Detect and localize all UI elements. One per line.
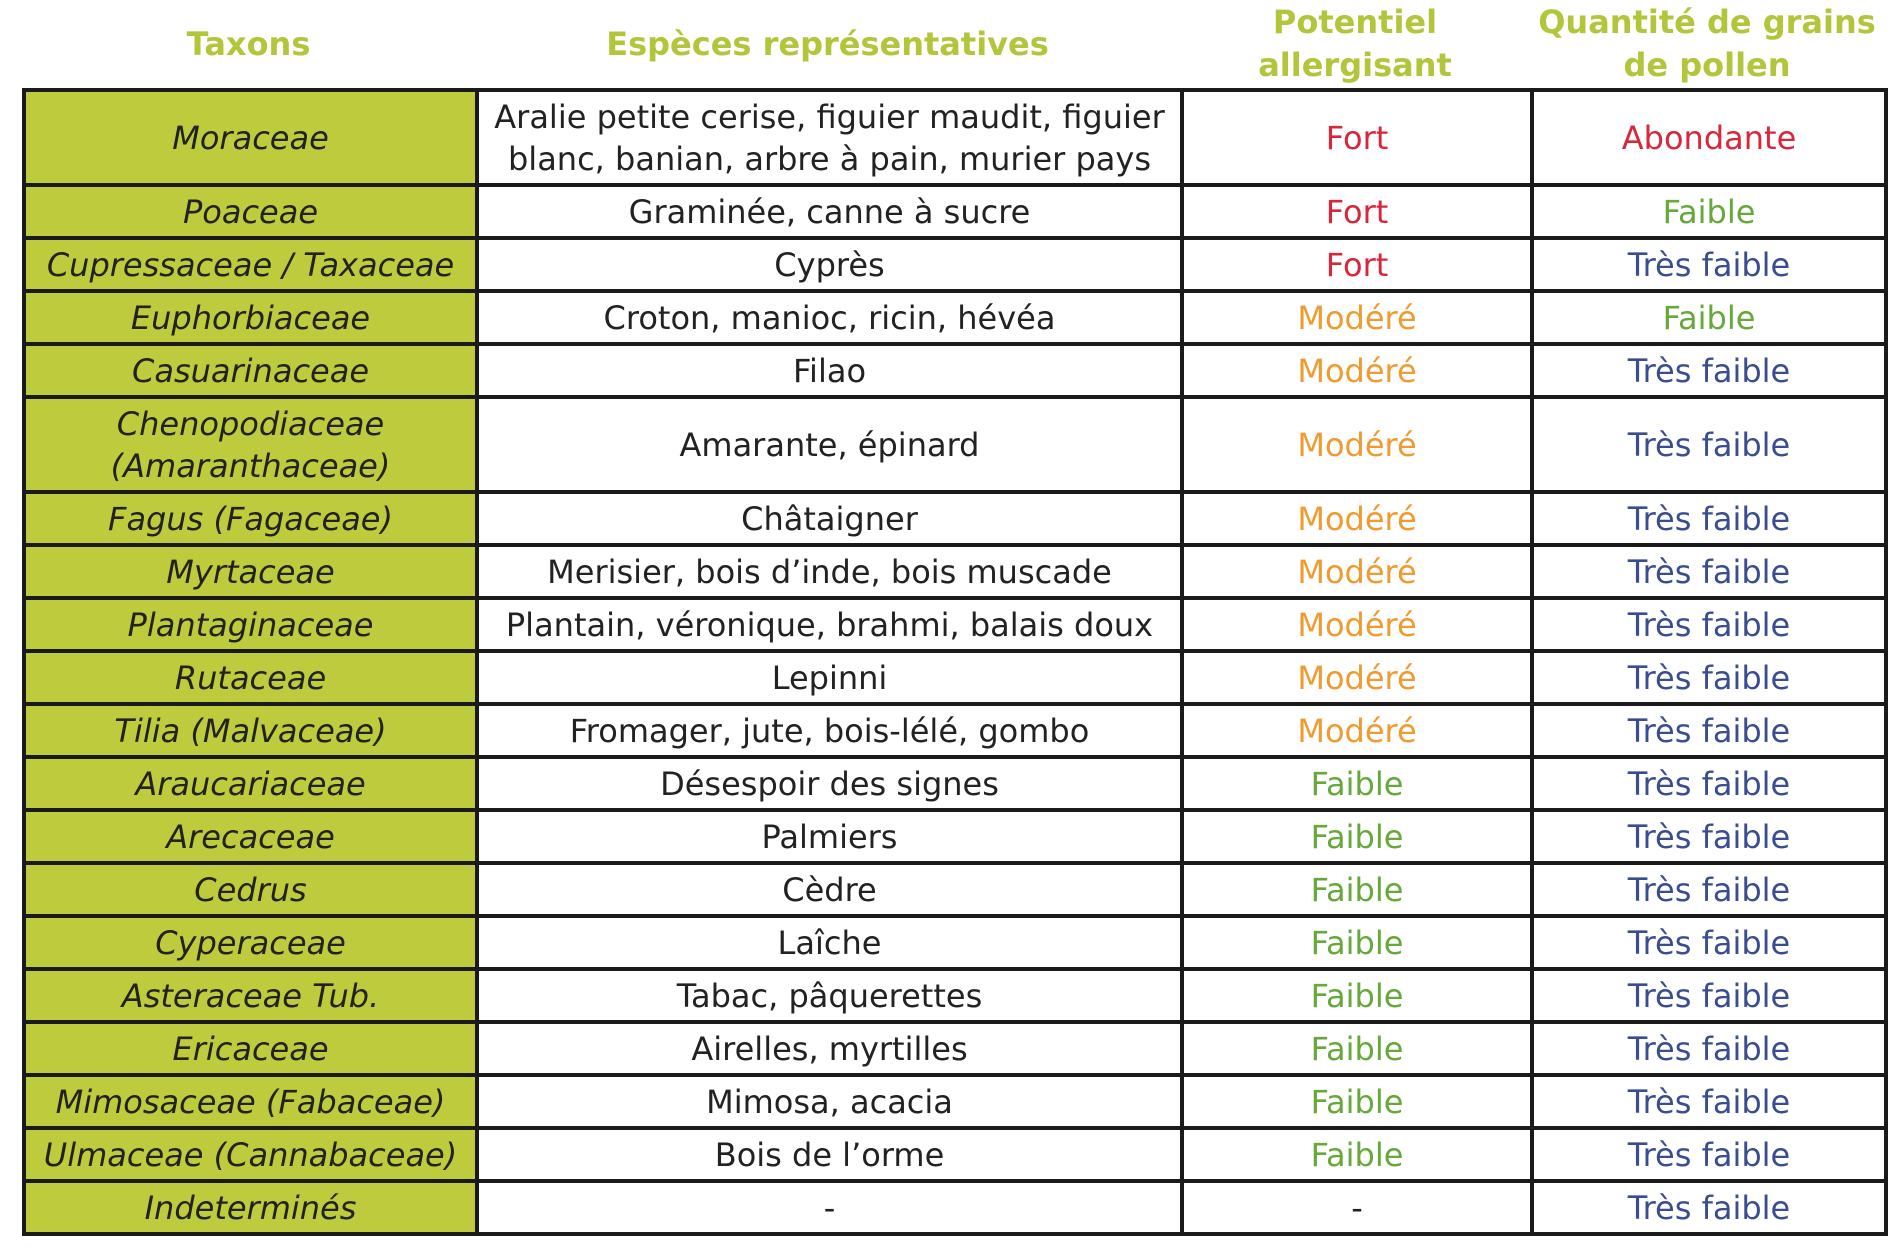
potentiel-cell: Faible [1182, 1128, 1532, 1181]
quantite-cell: Très faible [1532, 651, 1886, 704]
taxon-cell: Asteraceae Tub. [24, 969, 477, 1022]
taxon-cell: Euphorbiaceae [24, 291, 477, 344]
especes-cell: Amarante, épinard [477, 397, 1182, 492]
taxon-cell: Rutaceae [24, 651, 477, 704]
especes-cell: Cèdre [477, 863, 1182, 916]
potentiel-cell: Modéré [1182, 492, 1532, 545]
table-row [24, 492, 1886, 545]
potentiel-cell: Faible [1182, 916, 1532, 969]
taxon-cell: Ericaceae [24, 1022, 477, 1075]
pollen-table [22, 88, 1888, 1236]
quantite-cell: Très faible [1532, 492, 1886, 545]
especes-cell: Fromager, jute, bois-lélé, gombo [477, 704, 1182, 757]
taxon-cell: Cupressaceae / Taxaceae [24, 238, 477, 291]
potentiel-cell: Modéré [1182, 651, 1532, 704]
quantite-cell: Très faible [1532, 810, 1886, 863]
potentiel-cell: Fort [1182, 238, 1532, 291]
especes-cell: Plantain, véronique, brahmi, balais doux [477, 598, 1182, 651]
potentiel-cell: Faible [1182, 1075, 1532, 1128]
taxon-cell: Araucariaceae [24, 757, 477, 810]
table-row [24, 545, 1886, 598]
potentiel-cell: Faible [1182, 1022, 1532, 1075]
taxon-cell: Poaceae [24, 185, 477, 238]
especes-cell: Lepinni [477, 651, 1182, 704]
table-row [24, 1075, 1886, 1128]
potentiel-cell: Modéré [1182, 344, 1532, 397]
header-quantite: Quantité de grains de pollen [1538, 3, 1876, 84]
table-row [24, 1128, 1886, 1181]
taxon-cell: Cyperaceae [24, 916, 477, 969]
table-row [24, 90, 1886, 185]
table-row [24, 651, 1886, 704]
table-row [24, 397, 1886, 492]
quantite-cell: Très faible [1532, 757, 1886, 810]
potentiel-cell: Modéré [1182, 704, 1532, 757]
potentiel-cell: Faible [1182, 810, 1532, 863]
potentiel-cell: - [1182, 1181, 1532, 1234]
table-row [24, 969, 1886, 1022]
table-row [24, 1022, 1886, 1075]
especes-cell: Merisier, bois d’inde, bois muscade [477, 545, 1182, 598]
header-potentiel: Potentiel allergisant [1258, 3, 1452, 84]
quantite-cell: Faible [1532, 291, 1886, 344]
quantite-cell: Très faible [1532, 704, 1886, 757]
taxon-cell: Arecaceae [24, 810, 477, 863]
pollen-table-body [24, 90, 1886, 1234]
potentiel-cell: Faible [1182, 969, 1532, 1022]
taxon-cell: Ulmaceae (Cannabaceae) [24, 1128, 477, 1181]
taxon-cell: Moraceae [24, 90, 477, 185]
taxon-cell: Casuarinaceae [24, 344, 477, 397]
especes-cell: Châtaigner [477, 492, 1182, 545]
quantite-cell: Très faible [1532, 344, 1886, 397]
especes-cell: - [477, 1181, 1182, 1234]
potentiel-cell: Fort [1182, 90, 1532, 185]
quantite-cell: Très faible [1532, 598, 1886, 651]
taxon-cell: Mimosaceae (Fabaceae) [24, 1075, 477, 1128]
especes-cell: Aralie petite cerise, figuier maudit, figuier blanc, banian, arbre à pain, murier pays [477, 90, 1182, 185]
potentiel-cell: Faible [1182, 757, 1532, 810]
table-row [24, 810, 1886, 863]
potentiel-cell: Modéré [1182, 545, 1532, 598]
header-especes: Espèces représentatives [606, 24, 1049, 63]
table-row [24, 704, 1886, 757]
potentiel-cell: Modéré [1182, 598, 1532, 651]
quantite-cell: Très faible [1532, 545, 1886, 598]
quantite-cell: Faible [1532, 185, 1886, 238]
table-row [24, 916, 1886, 969]
especes-cell: Cyprès [477, 238, 1182, 291]
especes-cell: Croton, manioc, ricin, hévéa [477, 291, 1182, 344]
especes-cell: Palmiers [477, 810, 1182, 863]
especes-cell: Tabac, pâquerettes [477, 969, 1182, 1022]
quantite-cell: Très faible [1532, 1022, 1886, 1075]
table-row [24, 291, 1886, 344]
table-row [24, 598, 1886, 651]
taxon-cell: Indeterminés [24, 1181, 477, 1234]
quantite-cell: Très faible [1532, 916, 1886, 969]
taxon-cell: Chenopodiaceae (Amaranthaceae) [24, 397, 477, 492]
quantite-cell: Très faible [1532, 1128, 1886, 1181]
potentiel-cell: Faible [1182, 863, 1532, 916]
quantite-cell: Abondante [1532, 90, 1886, 185]
header-taxons: Taxons [186, 24, 311, 63]
quantite-cell: Très faible [1532, 397, 1886, 492]
taxon-cell: Fagus (Fagaceae) [24, 492, 477, 545]
taxon-cell: Cedrus [24, 863, 477, 916]
taxon-cell: Myrtaceae [24, 545, 477, 598]
especes-cell: Filao [477, 344, 1182, 397]
quantite-cell: Très faible [1532, 969, 1886, 1022]
table-row [24, 185, 1886, 238]
especes-cell: Airelles, myrtilles [477, 1022, 1182, 1075]
table-row [24, 757, 1886, 810]
especes-cell: Bois de l’orme [477, 1128, 1182, 1181]
potentiel-cell: Fort [1182, 185, 1532, 238]
quantite-cell: Très faible [1532, 1181, 1886, 1234]
taxon-cell: Tilia (Malvaceae) [24, 704, 477, 757]
table-row [24, 238, 1886, 291]
table-row [24, 344, 1886, 397]
potentiel-cell: Modéré [1182, 291, 1532, 344]
potentiel-cell: Modéré [1182, 397, 1532, 492]
quantite-cell: Très faible [1532, 1075, 1886, 1128]
table-row [24, 863, 1886, 916]
especes-cell: Désespoir des signes [477, 757, 1182, 810]
especes-cell: Mimosa, acacia [477, 1075, 1182, 1128]
especes-cell: Laîche [477, 916, 1182, 969]
taxon-cell: Plantaginaceae [24, 598, 477, 651]
especes-cell: Graminée, canne à sucre [477, 185, 1182, 238]
table-row [24, 1181, 1886, 1234]
quantite-cell: Très faible [1532, 238, 1886, 291]
quantite-cell: Très faible [1532, 863, 1886, 916]
